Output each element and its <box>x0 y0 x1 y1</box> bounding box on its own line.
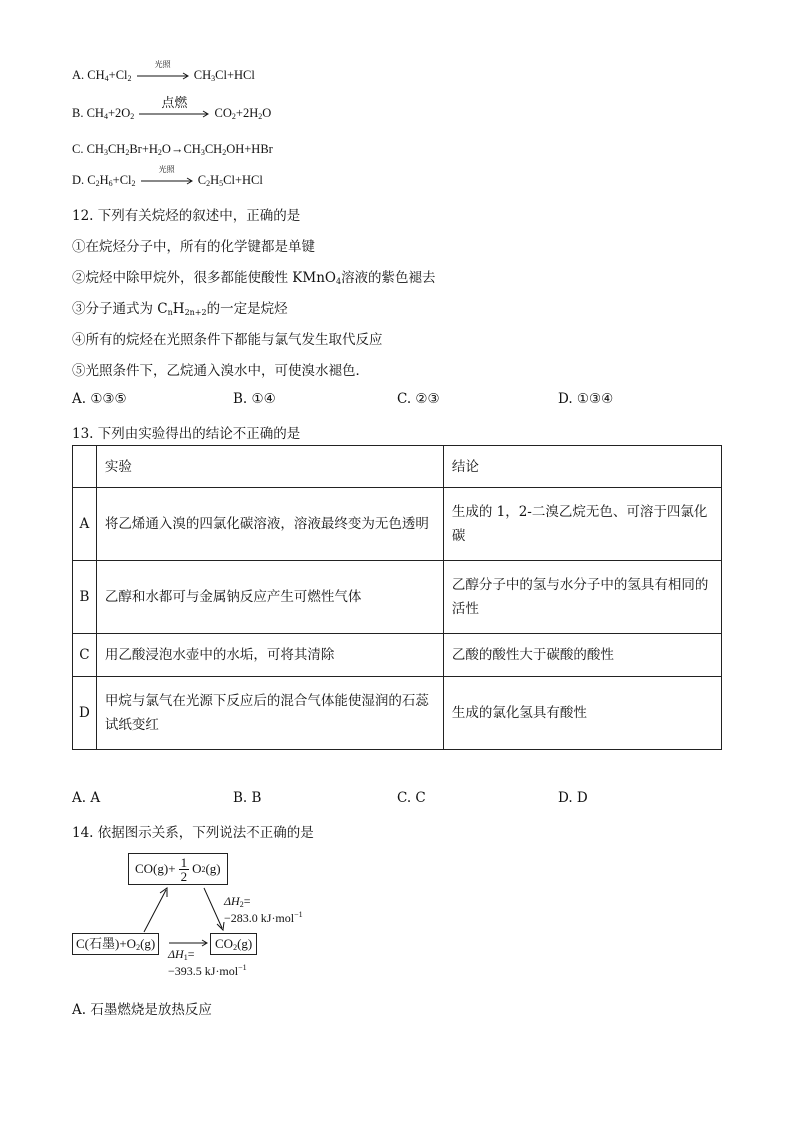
row-experiment: 用乙酸浸泡水壶中的水垢，可将其清除 <box>96 634 443 677</box>
table-header-experiment: 实验 <box>96 446 443 488</box>
q12-option-c[interactable]: C. ②③ <box>397 391 440 407</box>
right-arrow-icon <box>141 177 193 185</box>
q11-option-b[interactable]: B. $CH_4+2O_2$ 点燃 $CO_2+2H_2O$ <box>72 94 272 121</box>
q14-stem: 14. 依据图示关系，下列说法不正确的是 <box>72 825 314 841</box>
right-arrow-icon <box>137 72 189 80</box>
table-header-cell <box>73 446 97 488</box>
table-row <box>73 634 722 677</box>
q12-stem: 12. 下列有关烷烃的叙述中，正确的是 <box>72 208 301 224</box>
row-key: B <box>73 561 97 634</box>
row-key: C <box>73 634 97 677</box>
q11-option-d[interactable]: D. $C_2H_6+Cl_2$ 光照 $C_2H_5Cl+HCl$ <box>72 164 263 188</box>
q12-option-a[interactable]: A. ①③⑤ <box>72 391 127 407</box>
dh2-value: −283.0 kJ·mol$^{-1}$ <box>224 910 303 925</box>
table-row <box>73 561 722 634</box>
row-conclusion: 乙醇分子中的氢与水分子中的氢具有相同的活性 <box>443 561 721 634</box>
right-arrow-icon <box>139 110 209 118</box>
down-arrow-icon <box>217 922 224 930</box>
q12-statement-3: ③分子通式为 $C_nH_{2n+2}$的一定是烷烃 <box>72 301 288 317</box>
q13-option-b[interactable]: B. B <box>233 790 262 806</box>
dh1-label: $\Delta H_1=$ <box>168 947 195 962</box>
q11-option-c[interactable]: C. $CH_3CH_2Br+H_2O\to CH_3CH_2OH+HBr$ <box>72 142 273 157</box>
q11-option-a[interactable]: A. $CH_4+Cl_2$ 光照 $CH_3Cl+HCl$ <box>72 59 255 83</box>
right-arrow-icon <box>169 939 209 947</box>
q13-option-c[interactable]: C. C <box>397 790 426 806</box>
q14-option-a[interactable]: A. 石墨燃烧是放热反应 <box>72 1002 212 1018</box>
q12-statement-4: ④所有的烷烃在光照条件下都能与氯气发生取代反应 <box>72 332 383 348</box>
table-row <box>73 488 722 561</box>
reaction-arrow: 点燃 <box>139 107 209 122</box>
row-experiment: 将乙烯通入溴的四氯化碳溶液，溶液最终变为无色透明 <box>96 488 443 561</box>
row-experiment: 甲烷与氯气在光源下反应后的混合气体能使湿润的石蕊试纸变红 <box>96 677 443 750</box>
experiment-table <box>72 445 722 750</box>
co2-box: $CO_2(g)$ <box>210 933 257 955</box>
q12-option-b[interactable]: B. ①④ <box>233 391 276 407</box>
q12-option-d[interactable]: D. ①③④ <box>558 391 614 407</box>
table-header-row <box>73 446 722 488</box>
up-arrow-line <box>144 890 166 932</box>
table-row <box>73 677 722 750</box>
row-conclusion: 生成的氯化氢具有酸性 <box>443 677 721 750</box>
q13-stem: 13. 下列由实验得出的结论不正确的是 <box>72 426 301 442</box>
reaction-arrow: 光照 <box>141 174 193 189</box>
row-conclusion: 乙酸的酸性大于碳酸的酸性 <box>443 634 721 677</box>
q12-statement-1: ①在烷烃分子中，所有的化学键都是单键 <box>72 239 315 255</box>
q13-option-d[interactable]: D. D <box>558 790 588 806</box>
graphite-o2-box: C(石墨)$+O_2(g)$ <box>72 933 159 955</box>
dh2-label: $\Delta H_2=$ <box>224 894 251 909</box>
down-arrow-line <box>204 888 222 928</box>
row-key: D <box>73 677 97 750</box>
row-experiment: 乙醇和水都可与金属钠反应产生可燃性气体 <box>96 561 443 634</box>
q12-statement-2: ②烷烃中除甲烷外，很多都能使酸性 KMnO$_4$溶液的紫色褪去 <box>72 270 436 286</box>
q13-option-a[interactable]: A. A <box>72 790 101 806</box>
q12-statement-5: ⑤光照条件下，乙烷通入溴水中，可使溴水褪色． <box>72 363 369 379</box>
right-arrow-icon: → <box>170 142 184 156</box>
row-key: A <box>73 488 97 561</box>
dh1-value: −393.5 kJ·mol$^{-1}$ <box>168 963 247 978</box>
co-o2-box: CO(g)+ $\frac{1}{2}$ O 2 (g) <box>128 853 228 885</box>
table-header-conclusion: 结论 <box>443 446 721 488</box>
fraction: $\frac{1}{2}$ <box>180 854 188 884</box>
reaction-arrow: 光照 <box>137 69 189 84</box>
row-conclusion: 生成的 1，2-二溴乙烷无色、可溶于四氯化碳 <box>443 488 721 561</box>
